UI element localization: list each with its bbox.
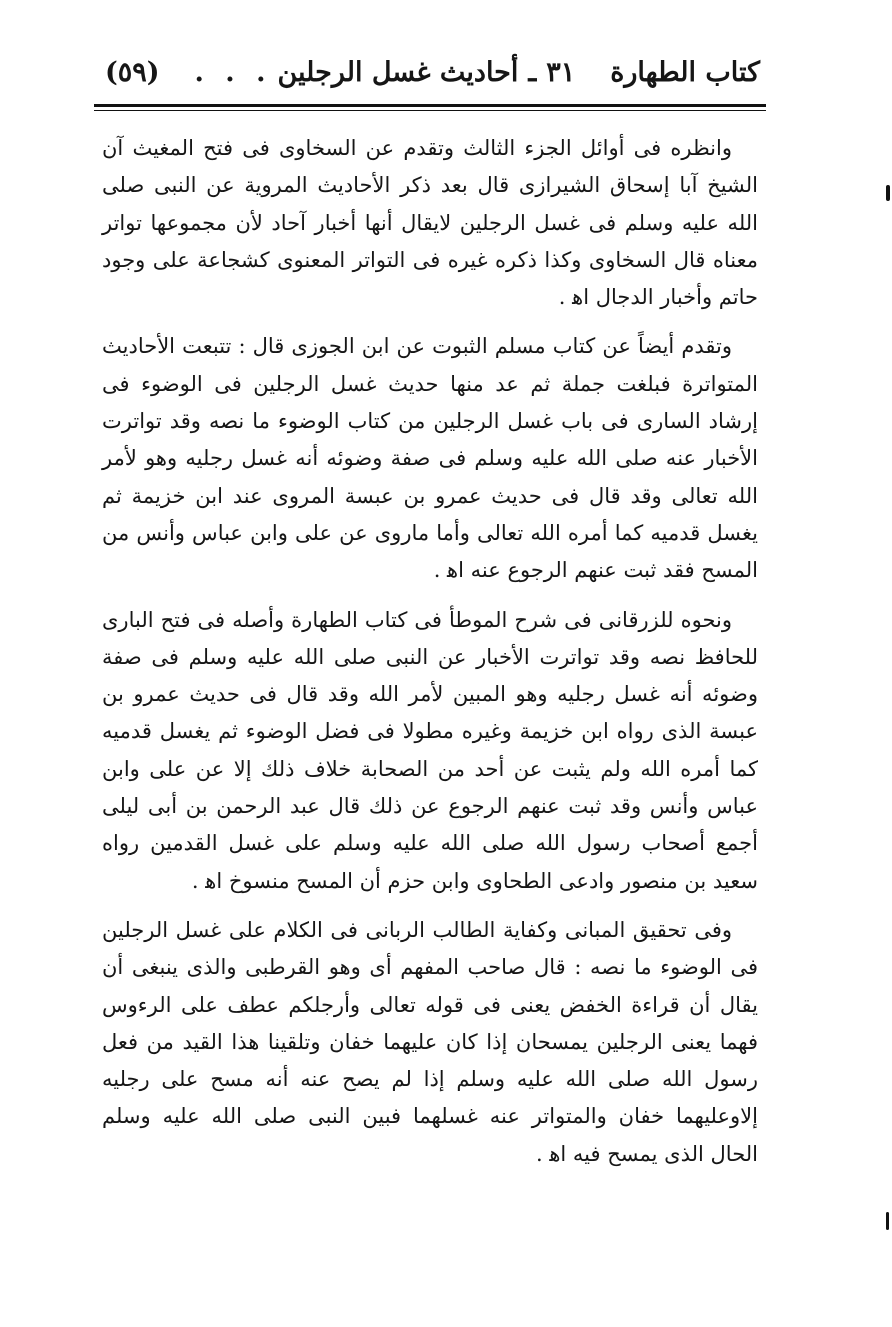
paragraph: وفى تحقيق المبانى وكفاية الطالب الربانى فى الكلام على غسل الرجلين فى الوضوء ما نصه : قال صاحب المفهم أى وهو القرطبى والذى ينبغى أن يقال أن قراءة الخفض يعنى فى قوله تعالى وأرجلكم عطف على الرءوس فهما يعنى الرجلين يمسحان إذا كان عليهما خفان وتلقينا هذا القيد من فعل رسول الله صلى الله عليه وسلم إذا لم يصح عنه أنه مسح على رجليه إلاوعليهما خفان والمتواتر عنه غسلهما فبين النبى صلى الله عليه وسلم الحال الذى يمسح فيه اﻫ . (102, 917, 758, 1166)
running-header (105, 48, 760, 96)
book-title: كتاب الطهارة (610, 56, 760, 88)
chapter-heading (194, 57, 575, 88)
header-rule-thick (94, 104, 766, 107)
paragraph: وانظره فى أوائل الجزء الثالث وتقدم عن السخاوى فى فتح المغيث آن الشيخ آبا إسحاق الشيرازى قال بعد ذكر الأحاديث المروية عن النبى صلى الله عليه وسلم فى غسل الرجلين لايقال أنها أخبار آحاد لأن مجموعها تواتر معناه قال السخاوى وكذا ذكره غيره فى التواتر المعنوى كشجاعة على وجود حاتم وأخبار الدجال اﻫ . (102, 136, 758, 310)
scan-edge-mark (886, 1212, 889, 1230)
paragraph: وتقدم أيضاً عن كتاب مسلم الثبوت عن ابن الجوزى قال : تتبعت الأحاديث المتواترة فبلغت جملة ثم عد منها حديث غسل الرجلين فى الوضوء فى إرشاد السارى فى باب غسل الرجلين من كتاب الوضوء ما نصه وقد تواترت الأخبار عنه صلى الله عليه وسلم فى صفة وضوئه أنه غسل رجليه وهو لأمر الله تعالى وقد قال فى حديث عمرو بن عبسة المروى عند ابن خزيمة ثم يغسل قدميه كما أمره الله تعالى وأما ماروى عن على وابن عباس وأنس من المسح فقد ثبت عنهم الرجوع عنه اﻫ . (102, 334, 758, 583)
chapter-ellipsis: . . . (194, 56, 272, 88)
header-rule-thin (94, 110, 766, 111)
chapter-number: ٣١ (546, 56, 576, 88)
page-number: (٥٩) (105, 56, 160, 88)
paragraph: ونحوه للزرقانى فى شرح الموطأ فى كتاب الطهارة وأصله فى فتح البارى للحافظ نصه وقد تواترت الأخبار عن النبى صلى الله عليه وسلم فى صفة وضوئه أنه غسل رجليه وهو المبين لأمر الله وقد قال فى حديث عمرو بن عبسة الذى رواه ابن خزيمة وغيره مطولا فى فضل الوضوء ثم يغسل قدميه كما أمره الله ولم يثبت عن أحد من الصحابة خلاف ذلك إلا عن على وابن عباس وأنس وقد ثبت عنهم الرجوع عن ذلك قال عبد الرحمن بن أبى ليلى أجمع أصحاب رسول الله صلى الله عليه وسلم على غسل القدمين رواه سعيد بن منصور وادعى الطحاوى وابن حزم أن المسح منسوخ اﻫ . (102, 607, 758, 893)
main-text (102, 130, 758, 1185)
chapter-dash: ـ (528, 56, 537, 88)
chapter-title: أحاديث غسل الرجلين (277, 56, 519, 88)
scan-edge-mark (886, 185, 890, 201)
